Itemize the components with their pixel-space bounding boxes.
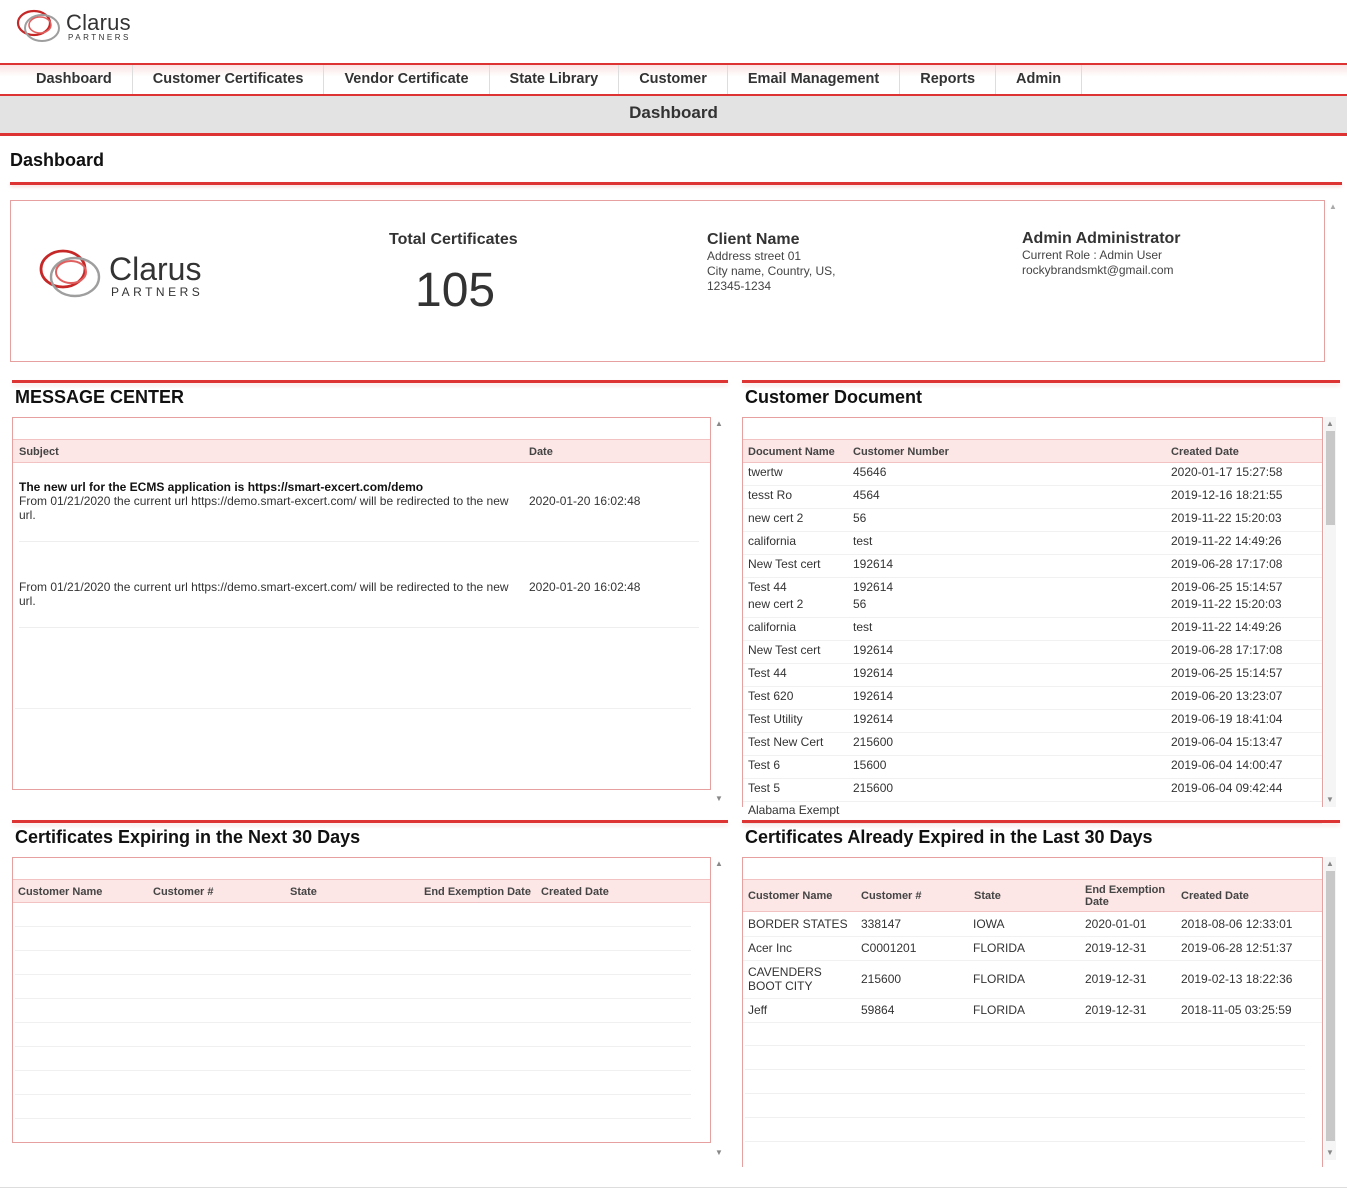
col-customer-number[interactable]: Customer # — [153, 886, 214, 898]
col-created-date[interactable]: Created Date — [1181, 890, 1249, 902]
col-customer-number[interactable]: Customer Number — [853, 446, 949, 458]
table-row[interactable] — [743, 641, 1322, 664]
created-date-cell: 2019-12-16 18:21:55 — [1171, 488, 1283, 502]
col-date[interactable]: Date — [529, 446, 553, 458]
table-row[interactable] — [743, 961, 1322, 999]
admin-role: Current Role : Admin User — [1022, 248, 1163, 262]
col-customer-name[interactable]: Customer Name — [18, 886, 103, 898]
message-subject — [19, 580, 514, 608]
empty-row — [15, 998, 691, 999]
expired-divider — [742, 820, 1340, 823]
empty-row — [745, 1069, 1305, 1070]
page-title: Dashboard — [10, 150, 105, 170]
end-exemption-date-cell: 2019-12-31 — [1085, 1003, 1147, 1017]
empty-row — [15, 1022, 691, 1023]
message-headline: The new url for the ECMS application is https://smart-excert.com/demo — [19, 480, 424, 494]
scroll-thumb[interactable] — [1326, 871, 1335, 1141]
message-item[interactable] — [19, 580, 699, 628]
expiring-scrollbar[interactable] — [713, 857, 725, 1160]
document-name-cell: Test 5 — [748, 781, 781, 795]
empty-row — [745, 1093, 1305, 1094]
message-date: 2020-01-20 16:02:48 — [529, 494, 641, 508]
table-row[interactable] — [743, 578, 1322, 595]
message-center-scrollbar[interactable] — [713, 417, 725, 805]
expiring-header — [13, 879, 710, 903]
nav-item-state-library[interactable]: State Library — [490, 65, 620, 94]
admin-name: Admin Administrator — [1022, 230, 1181, 247]
customer-number-cell: 59864 — [861, 1003, 895, 1017]
document-name-cell: Test 6 — [748, 758, 781, 772]
document-name-cell: new cert 2 — [748, 511, 804, 525]
customer-number-cell: 4564 — [853, 488, 880, 502]
customer-document-header — [743, 439, 1322, 463]
client-address-1: Address street 01 — [707, 249, 802, 263]
customer-number-cell: 215600 — [853, 781, 894, 795]
customer-number-cell: 192614 — [853, 712, 894, 726]
customer-document-scrollbar[interactable] — [1324, 417, 1336, 807]
end-exemption-date-cell: 2019-12-31 — [1085, 941, 1147, 955]
created-date-cell: 2020-01-17 15:27:58 — [1171, 465, 1283, 479]
customer-number-cell: C0001201 — [861, 941, 917, 955]
expired-header — [743, 879, 1322, 912]
message-subject — [19, 480, 514, 522]
client-address-3: 12345-1234 — [707, 279, 772, 293]
table-row[interactable] — [743, 618, 1322, 641]
empty-row — [15, 1046, 691, 1047]
table-row[interactable] — [743, 463, 1322, 486]
scroll-down-icon[interactable]: ▼ — [1326, 1148, 1334, 1157]
table-row[interactable] — [743, 555, 1322, 578]
state-cell: FLORIDA — [973, 1003, 1026, 1017]
customer-name-cell: Acer Inc — [748, 941, 793, 955]
document-name-cell: california — [748, 534, 797, 548]
expiring-title: Certificates Expiring in the Next 30 Days — [15, 827, 361, 847]
subbar-title: Dashboard — [0, 96, 1347, 136]
created-date-cell: 2019-06-04 09:42:44 — [1171, 781, 1283, 795]
created-date-cell: 2019-11-22 14:49:26 — [1171, 534, 1282, 548]
document-name-cell: california — [748, 620, 797, 634]
document-name-cell: Test New Cert — [748, 735, 824, 749]
total-certificates-label: Total Certificates — [389, 231, 518, 248]
col-end-exemption-date[interactable]: End Exemption Date — [424, 886, 531, 898]
message-center-divider — [12, 380, 728, 383]
created-date-cell: 2019-06-25 15:14:57 — [1171, 580, 1283, 594]
admin-info — [1022, 230, 1282, 278]
customer-document-divider — [742, 380, 1340, 383]
empty-row — [15, 926, 691, 927]
nav-item-admin[interactable]: Admin — [996, 65, 1082, 94]
table-row[interactable] — [743, 756, 1322, 779]
document-name-cell: New Test cert — [748, 557, 821, 571]
col-document-name[interactable]: Document Name — [748, 446, 835, 458]
expiring-panel — [12, 857, 711, 1143]
logo-rings-icon — [16, 6, 66, 46]
empty-row — [15, 1070, 691, 1071]
col-customer-number[interactable]: Customer # — [861, 890, 922, 902]
expired-panel — [742, 857, 1323, 1167]
nav-item-reports[interactable]: Reports — [900, 65, 996, 94]
customer-document-panel — [742, 417, 1323, 817]
created-date-cell: 2019-06-04 14:00:47 — [1171, 758, 1283, 772]
table-row[interactable] — [743, 664, 1322, 687]
col-state[interactable]: State — [290, 886, 317, 898]
logo-tagline: PARTNERS — [68, 33, 131, 42]
message-center-panel — [12, 417, 711, 790]
table-row[interactable] — [743, 999, 1322, 1023]
customer-number-cell: 192614 — [853, 666, 894, 680]
nav-item-email-management[interactable]: Email Management — [728, 65, 900, 94]
empty-row — [745, 1045, 1305, 1046]
total-certificates-value: 105 — [415, 264, 496, 317]
table-row[interactable] — [743, 532, 1322, 555]
table-row[interactable] — [743, 509, 1322, 532]
created-date-cell: 2019-06-04 15:13:47 — [1171, 735, 1283, 749]
nav-item-customer-certificates[interactable]: Customer Certificates — [133, 65, 325, 94]
nav-item-vendor-certificate[interactable]: Vendor Certificate — [324, 65, 489, 94]
customer-name-cell: Jeff — [748, 1003, 768, 1017]
empty-row — [745, 1141, 1305, 1142]
created-date-cell: 2019-06-19 18:41:04 — [1171, 712, 1283, 726]
client-logo — [39, 245, 209, 305]
customer-number-cell: 56 — [853, 511, 867, 525]
customer-number-cell: test — [853, 620, 873, 634]
customer-number-cell: 56 — [853, 597, 867, 611]
table-row[interactable] — [743, 486, 1322, 509]
message-center-title: MESSAGE CENTER — [15, 387, 185, 407]
empty-row — [745, 1117, 1305, 1118]
empty-row — [15, 974, 691, 975]
scroll-down-icon[interactable]: ▼ — [1326, 795, 1334, 804]
created-date-cell: 2018-08-06 12:33:01 — [1181, 917, 1293, 931]
document-name-cell: Test Utility — [748, 712, 803, 726]
summary-card — [10, 200, 1325, 362]
customer-document-title: Customer Document — [745, 387, 923, 407]
col-created-date[interactable]: Created Date — [541, 886, 609, 898]
nav-item-dashboard[interactable]: Dashboard — [16, 65, 133, 94]
col-subject[interactable]: Subject — [19, 446, 59, 458]
table-row[interactable] — [743, 595, 1322, 618]
col-end-exemption-date[interactable]: End Exemption Date — [1085, 884, 1166, 908]
table-row[interactable] — [743, 937, 1322, 961]
message-item[interactable] — [19, 480, 699, 542]
document-name-cell: Test 44 — [748, 666, 787, 680]
main-nav — [0, 63, 1347, 96]
document-name-cell: tesst Ro — [748, 488, 793, 502]
created-date-cell: 2019-06-28 12:51:37 — [1181, 941, 1293, 955]
logo-text: Clarus — [109, 251, 202, 287]
empty-row — [15, 1118, 691, 1119]
client-address-2: City name, Country, US, — [707, 264, 836, 278]
header-logo[interactable] — [16, 6, 146, 46]
document-name-cell: Alabama Exempt — [748, 803, 840, 817]
col-created-date[interactable]: Created Date — [1171, 446, 1239, 458]
customer-number-cell: 215600 — [853, 735, 894, 749]
customer-number-cell: 215600 — [861, 972, 902, 986]
created-date-cell: 2019-06-25 15:14:57 — [1171, 666, 1283, 680]
document-name-cell: Test 620 — [748, 689, 794, 703]
customer-number-cell: 338147 — [861, 917, 902, 931]
scroll-up-icon[interactable]: ▲ — [715, 419, 723, 428]
created-date-cell: 2019-11-22 15:20:03 — [1171, 597, 1282, 611]
footer-divider — [0, 1187, 1347, 1188]
customer-number-cell: 192614 — [853, 689, 894, 703]
table-row[interactable] — [743, 913, 1322, 937]
empty-row — [15, 1094, 691, 1095]
created-date-cell: 2018-11-05 03:25:59 — [1181, 1003, 1292, 1017]
client-name: Client Name — [707, 231, 800, 248]
message-body: From 01/21/2020 the current url https://demo.smart-excert.com/ will be redirected to the new url. — [19, 494, 509, 522]
scroll-up-icon[interactable]: ▲ — [715, 859, 723, 868]
customer-number-cell: test — [853, 534, 873, 548]
customer-number-cell: 15600 — [853, 758, 887, 772]
created-date-cell: 2019-06-20 13:23:07 — [1171, 689, 1283, 703]
page-scroll-up-icon[interactable]: ▲ — [1329, 202, 1337, 211]
customer-number-cell: 45646 — [853, 465, 887, 479]
admin-email[interactable]: rockybrandsmkt@gmail.com — [1022, 263, 1174, 277]
state-cell: FLORIDA — [973, 941, 1026, 955]
expiring-divider — [12, 820, 728, 823]
expired-scrollbar[interactable] — [1324, 857, 1336, 1160]
table-row[interactable] — [743, 779, 1322, 802]
scroll-down-icon[interactable]: ▼ — [715, 1148, 723, 1157]
scroll-down-icon[interactable]: ▼ — [715, 794, 723, 803]
table-row[interactable] — [743, 710, 1322, 733]
message-center-header — [13, 439, 710, 463]
nav-item-customer[interactable]: Customer — [619, 65, 728, 94]
table-row[interactable] — [743, 733, 1322, 756]
customer-number-cell: 192614 — [853, 557, 894, 571]
scroll-up-icon[interactable]: ▲ — [1326, 419, 1334, 428]
client-info — [707, 231, 907, 294]
document-name-cell: Test 44 — [748, 580, 787, 594]
customer-number-cell: 192614 — [853, 580, 894, 594]
end-exemption-date-cell: 2020-01-01 — [1085, 917, 1147, 931]
message-body: From 01/21/2020 the current url https://demo.smart-excert.com/ will be redirected to the new url. — [19, 580, 509, 608]
title-divider — [10, 182, 1342, 185]
table-row[interactable] — [743, 687, 1322, 710]
logo-text: Clarus — [66, 10, 131, 35]
scroll-up-icon[interactable]: ▲ — [1326, 859, 1334, 868]
document-name-cell: New Test cert — [748, 643, 821, 657]
customer-name-cell: BORDER STATES — [748, 917, 848, 931]
created-date-cell: 2019-06-28 17:17:08 — [1171, 643, 1283, 657]
logo-tagline: PARTNERS — [111, 285, 204, 299]
created-date-cell: 2019-11-22 15:20:03 — [1171, 511, 1282, 525]
message-date: 2020-01-20 16:02:48 — [529, 580, 641, 594]
customer-name-cell: CAVENDERS BOOT CITY — [748, 965, 822, 993]
state-cell: FLORIDA — [973, 972, 1026, 986]
empty-row — [15, 708, 691, 709]
created-date-cell: 2019-06-28 17:17:08 — [1171, 557, 1283, 571]
created-date-cell: 2019-11-22 14:49:26 — [1171, 620, 1282, 634]
document-name-cell: new cert 2 — [748, 597, 804, 611]
logo-rings-icon — [39, 245, 111, 305]
created-date-cell: 2019-02-13 18:22:36 — [1181, 972, 1293, 986]
expired-title: Certificates Already Expired in the Last 30 Days — [745, 827, 1153, 847]
empty-row — [15, 950, 691, 951]
state-cell: IOWA — [973, 917, 1005, 931]
scroll-thumb[interactable] — [1326, 431, 1335, 525]
col-state[interactable]: State — [974, 890, 1001, 902]
customer-number-cell: 192614 — [853, 643, 894, 657]
end-exemption-date-cell: 2019-12-31 — [1085, 972, 1147, 986]
document-name-cell: twertw — [748, 465, 783, 479]
col-customer-name[interactable]: Customer Name — [748, 890, 833, 902]
